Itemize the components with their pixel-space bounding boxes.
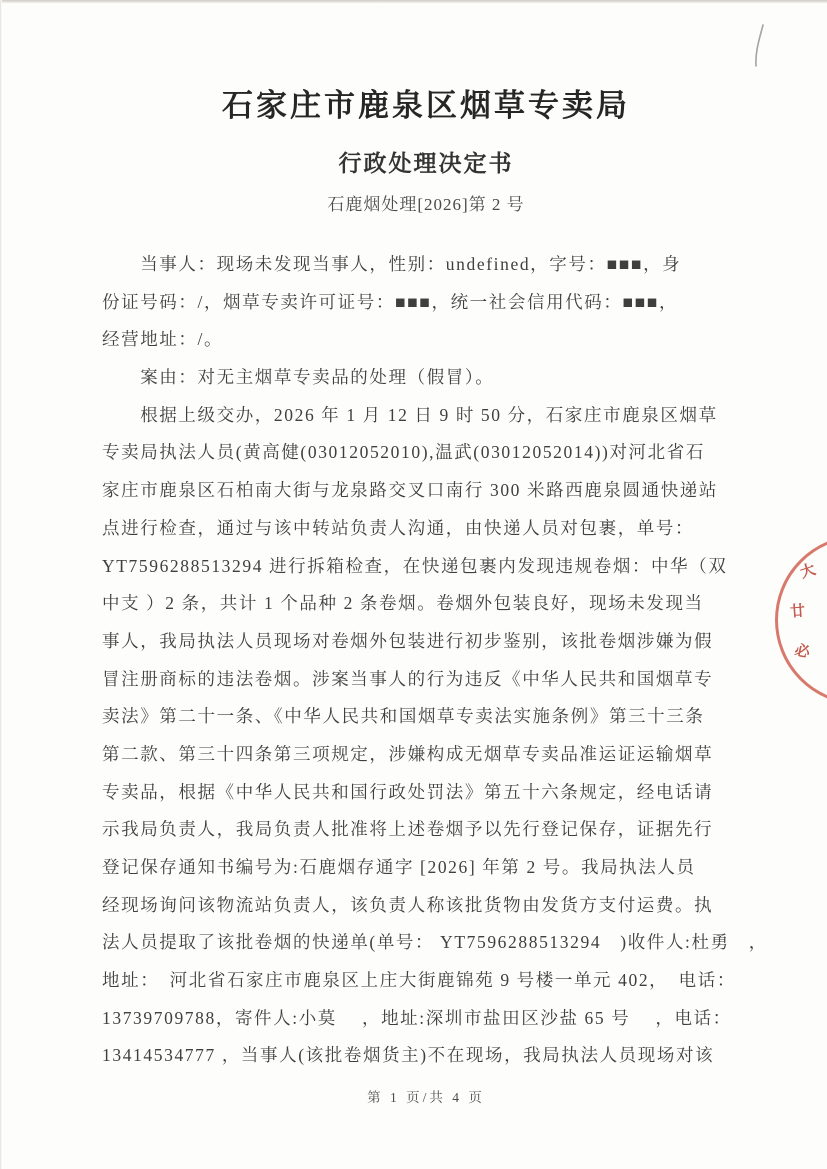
body-line: 登记保存通知书编号为:石鹿烟存通字 [2026] 年第 2 号。我局执法人员 — [102, 857, 696, 877]
body-line: 点进行检查，通过与该中转站负责人沟通，由快递人员对包裹，单号： — [102, 517, 695, 538]
body-line: 13414534777 ，当事人(该批卷烟货主)不在现场，我局执法人员现场对该 — [102, 1045, 715, 1066]
document-number: 石鹿烟处理[2026]第 2 号 — [327, 195, 525, 214]
scan-edge-top — [0, 0, 827, 3]
body-line: 中支 ）2 条，共计 1 个品种 2 条卷烟。卷烟外包装良好，现场未发现当 — [102, 593, 704, 614]
body-line: 当事人：现场未发现当事人，性别：undefined，字号：■■■，身 — [102, 254, 682, 274]
body-line: 专卖局执法人员(黄高健(03012052010),温武(03012052014))对河北省石 — [102, 442, 705, 463]
body-line: 示我局负责人，我局负责人批准将上述卷烟予以先行登记保存，证据先行 — [102, 819, 714, 840]
body-line: 卖法》第二十一条、《中华人民共和国烟草专卖法实施条例》第三十三条 — [102, 706, 705, 727]
scan-edge-left — [0, 0, 2, 1169]
body-line: 家庄市鹿泉区石柏南大街与龙泉路交叉口南行 300 米路西鹿泉圆通快递站 — [102, 480, 718, 501]
document-title: 石家庄市鹿泉区烟草专卖局 — [222, 88, 630, 123]
official-seal-partial — [775, 535, 827, 705]
body-line: 份证号码：/，烟草专卖许可证号：■■■，统一社会信用代码：■■■， — [102, 291, 679, 312]
seal-glyph: 大 — [798, 561, 818, 582]
body-line: 冒注册商标的违法卷烟。涉案当事人的行为违反《中华人民共和国烟草专 — [102, 668, 714, 689]
handwritten-pen-mark — [746, 20, 772, 74]
body-line: YT7596288513294 进行拆箱检查，在快递包裹内发现违规卷烟：中华（双 — [102, 555, 728, 576]
document-body — [102, 246, 768, 1075]
body-line: 根据上级交办，2026 年 1 月 12 日 9 时 50 分，石家庄市鹿泉区烟草 — [102, 404, 718, 425]
body-line: 经营地址：/。 — [102, 329, 224, 350]
document-content — [102, 84, 768, 1075]
body-line: 第二款、第三十四条第三项规定，涉嫌构成无烟草专卖品准运证运输烟草 — [102, 743, 714, 764]
page-number-footer: 第 1 页/共 4 页 — [367, 1090, 485, 1105]
body-line: 专卖品，根据《中华人民共和国行政处罚法》第五十六条规定，经电话请 — [102, 781, 714, 802]
body-line: 地址： 河北省石家庄市鹿泉区上庄大街鹿锦苑 9 号楼一单元 402， 电话： — [102, 970, 736, 991]
body-line: 事人，我局执法人员现场对卷烟外包装进行初步鉴别，该批卷烟涉嫌为假 — [102, 630, 714, 651]
body-line: 13739709788，寄件人:小莫 ，地址:深圳市盐田区沙盐 65 号 ，电话： — [102, 1007, 732, 1028]
body-line: 经现场询问该物流站负责人，该负责人称该批货物由发货方支付运费。执 — [102, 894, 714, 915]
body-line: 案由：对无主烟草专卖品的处理（假冒）。 — [102, 367, 495, 388]
seal-glyph: 必 — [793, 642, 812, 662]
body-line: 法人员提取了该批卷烟的快递单(单号： YT7596288513294 )收件人:杜勇 ， — [102, 932, 768, 953]
document-subtitle: 行政处理决定书 — [338, 150, 514, 176]
seal-glyph: 廿 — [789, 603, 806, 621]
